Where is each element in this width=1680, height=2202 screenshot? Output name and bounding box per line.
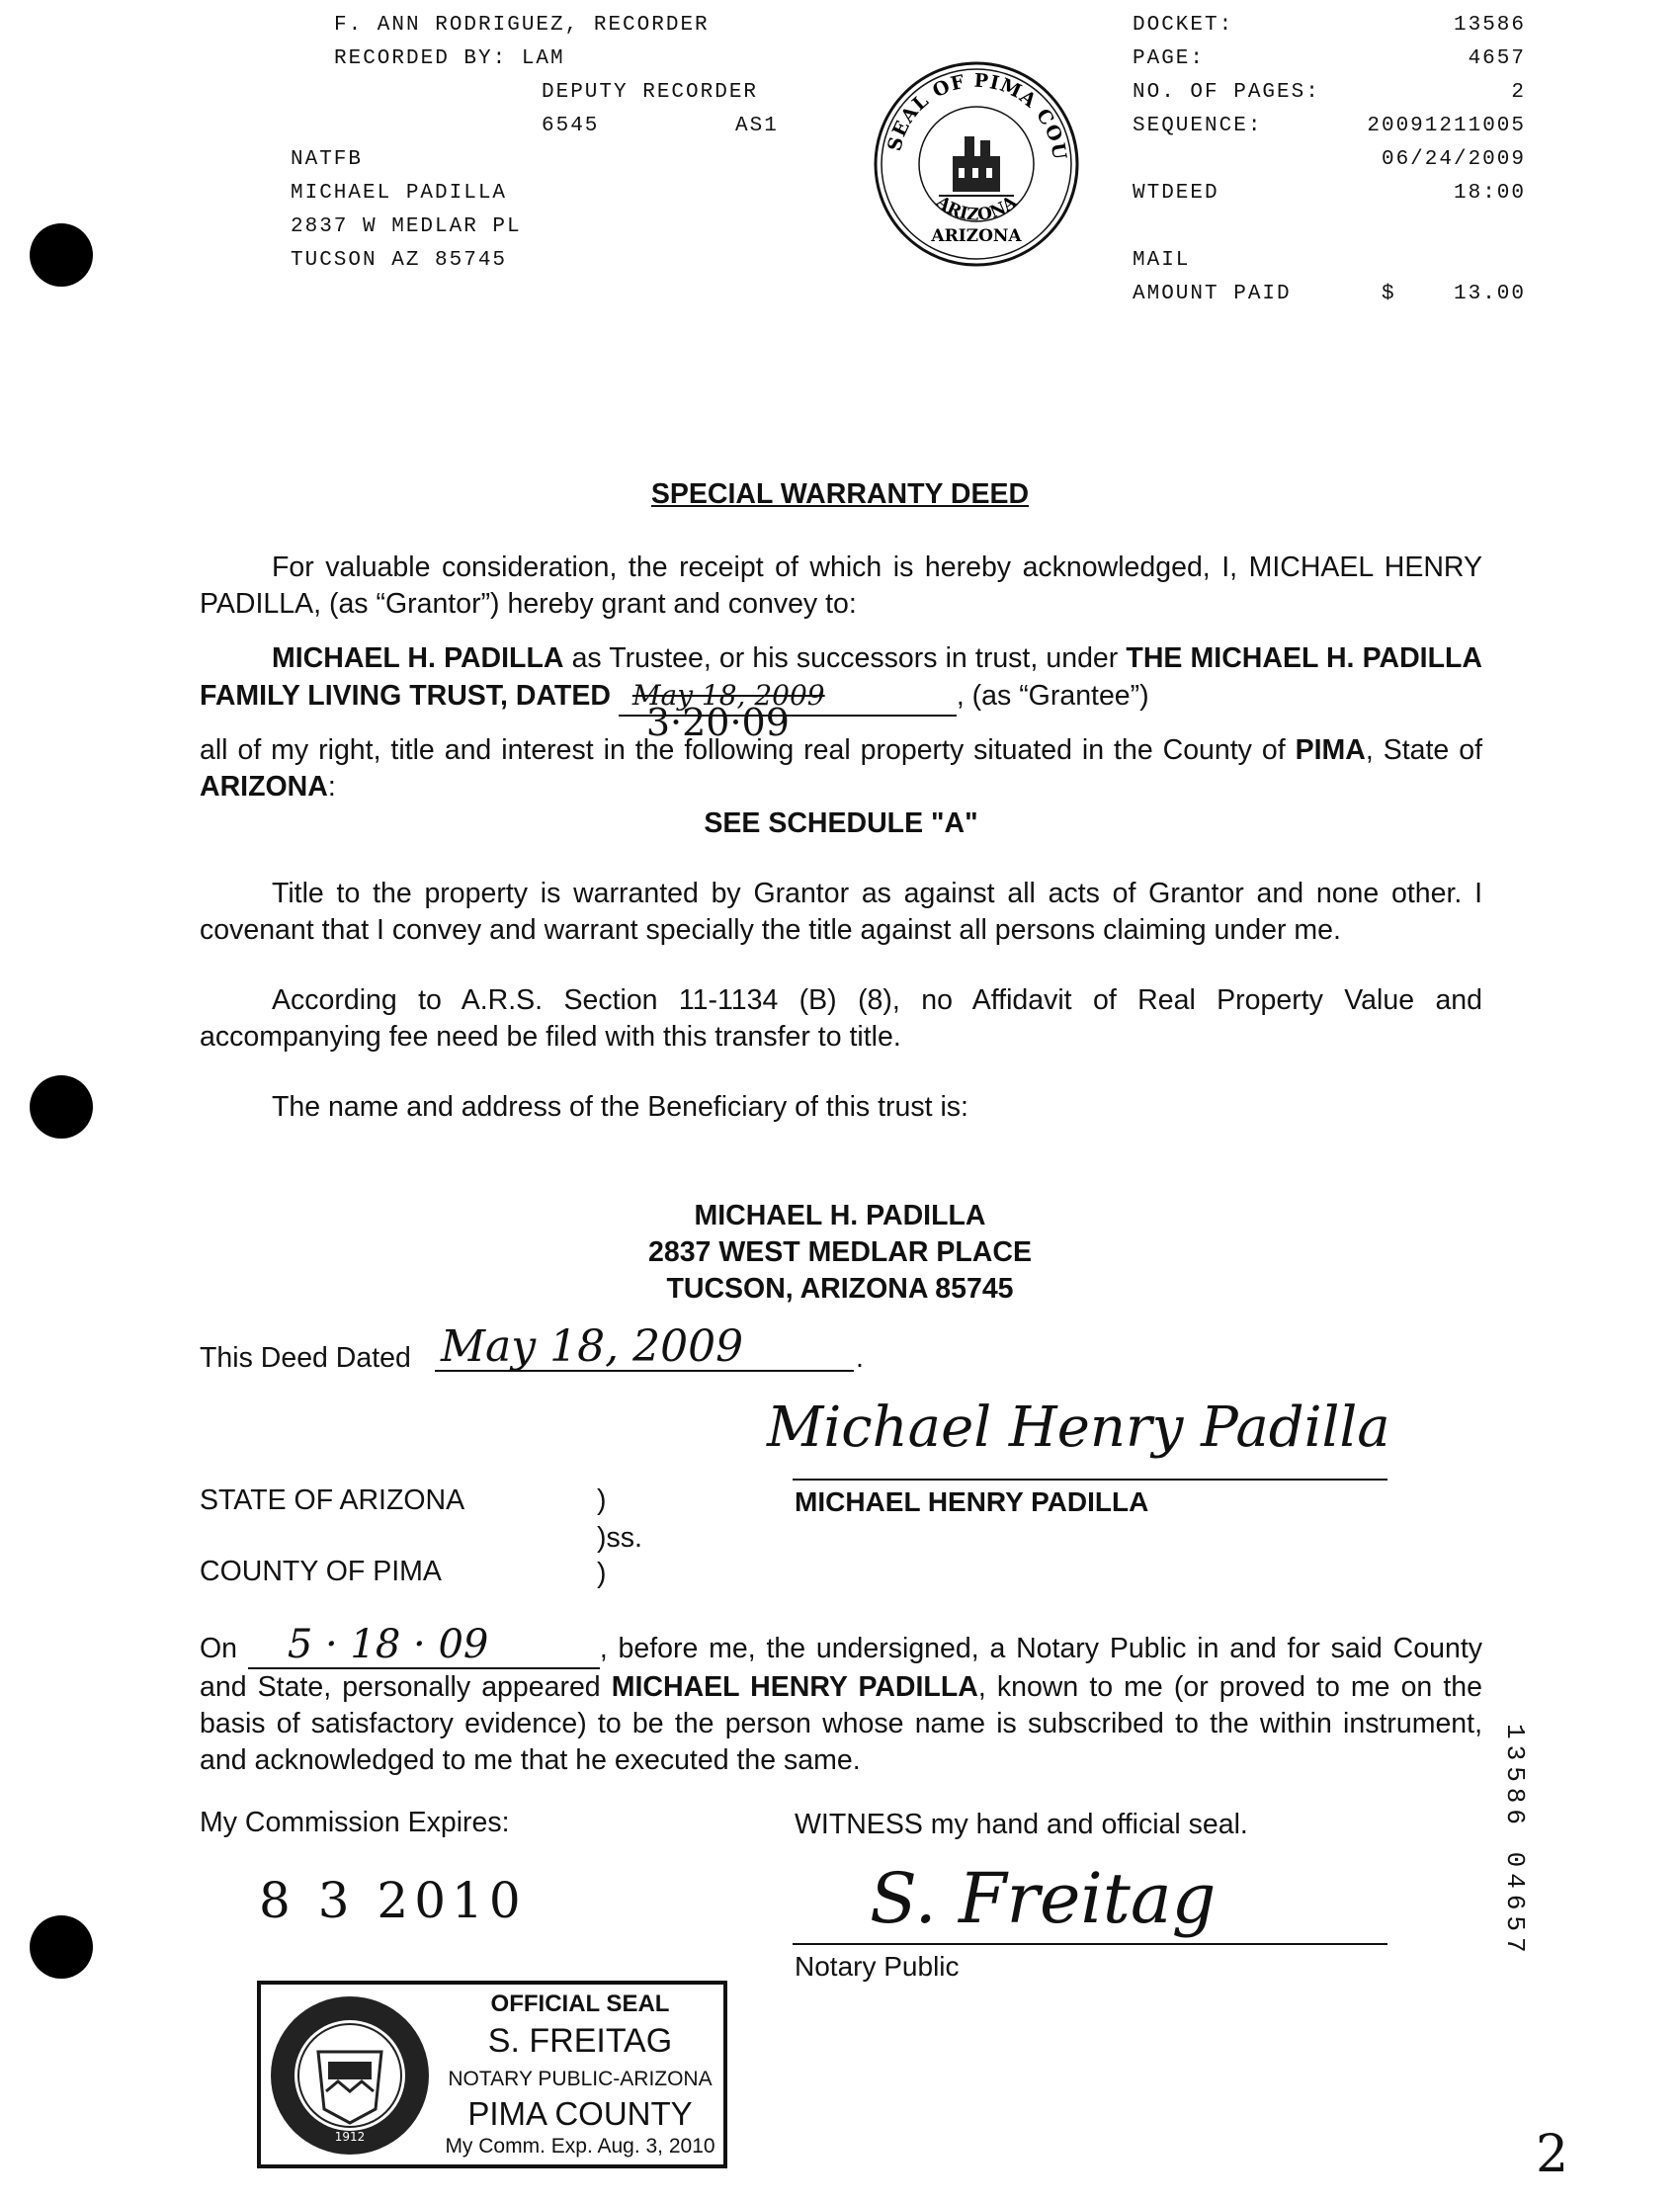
grantee-suffix: , (as “Grantee”) [956, 680, 1149, 712]
handwritten-commission-date: 8 3 2010 [259, 1872, 527, 1929]
margin-docket-stamp: 13586 04657 [1500, 1724, 1530, 1959]
grantee-name: MICHAEL H. PADILLA [272, 642, 564, 674]
ack-name: MICHAEL HENRY PADILLA [611, 1671, 978, 1703]
notary-public-label: Notary Public [795, 1951, 960, 1982]
witness-text: WITNESS my hand and official seal. [795, 1809, 1248, 1840]
deputy-recorder: DEPUTY RECORDER [542, 81, 759, 104]
property-text: all of my right, title and interest in the following real property situated in the County of [200, 734, 1296, 766]
deed-body [200, 550, 1482, 1126]
handwritten-trust-date: 3·20·09 [645, 701, 790, 744]
docket-label: DOCKET: [1133, 14, 1234, 37]
pages-label: NO. OF PAGES: [1133, 81, 1320, 104]
venue-state: STATE OF ARIZONA [200, 1484, 465, 1516]
state-seal-icon [267, 1992, 433, 2159]
venue-paren: ) [597, 1484, 607, 1516]
deputy-number: 6545 [542, 115, 600, 137]
handwritten-ack-date: 5 · 18 · 09 [287, 1622, 489, 1667]
stamp-heading: OFFICIAL SEAL [490, 1990, 670, 2017]
amount-currency: $ [1382, 283, 1396, 305]
notary-stamp [257, 1981, 727, 2168]
commission-label: My Commission Expires: [200, 1807, 510, 1838]
svg-text:ARIZONA: ARIZONA [932, 192, 1021, 225]
recorder-name: F. ANN RODRIGUEZ, RECORDER [334, 14, 710, 37]
doc-type-label: WTDEED [1133, 182, 1219, 205]
mail-label: MAIL [1133, 249, 1191, 272]
stamp-county: PIMA COUNTY [467, 2095, 693, 2132]
grant-paragraph: For valuable consideration, the receipt of which is hereby acknowledged, I, MICHAEL HENRY PADILLA, (as “Grantor”) hereby grant and convey to: [200, 551, 1482, 620]
warranty-paragraph: Title to the property is warranted by Grantor as against all acts of Grantor and none other. I covenant that I convey and warrant specially the title against all persons claiming under me. [200, 878, 1482, 946]
state-name: ARIZONA [200, 771, 328, 803]
svg-text:ARIZONA: ARIZONA [931, 226, 1022, 246]
ack-date-blank [248, 1622, 600, 1669]
recorded-by: RECORDED BY: LAM [334, 47, 565, 70]
county-seal [870, 57, 1083, 271]
deputy-code: AS1 [735, 115, 779, 137]
county-name: PIMA [1295, 734, 1366, 766]
property-text: , State of [1365, 734, 1482, 766]
grantee-text: as Trustee, or his successors in trust, under [563, 642, 1127, 674]
venue-county: COUNTY OF PIMA [200, 1556, 442, 1587]
sequence-label: SEQUENCE: [1133, 115, 1263, 137]
grantee-paragraph [200, 640, 1482, 744]
schedule-reference: SEE SCHEDULE "A" [704, 807, 978, 839]
grantor-signature: Michael Henry Padilla [767, 1396, 1390, 1460]
ack-text: , before me, the undersigned, a Notary Public in and for said County and State, personally appeared [200, 1633, 1482, 1703]
acknowledgment-paragraph [200, 1622, 1482, 1779]
pages-value: 2 [1511, 81, 1526, 104]
trust-date-blank [619, 677, 957, 744]
deed-date-period: . [856, 1342, 864, 1374]
beneficiary-city: TUCSON, ARIZONA 85745 [666, 1273, 1014, 1305]
trust-name: THE MICHAEL H. PADILLA FAMILY LIVING TRUST, DATED [200, 642, 1482, 712]
amount-paid-value: 13.00 [1453, 283, 1526, 305]
beneficiary-name: MICHAEL H. PADILLA [694, 1200, 986, 1231]
svg-text:THE SEAL OF PIMA COUNTY: SEAL OF PIMA COU [883, 69, 1071, 162]
notary-signature: S. Freitag [870, 1858, 1217, 1939]
struck-date: May 18, 2009 [631, 679, 825, 712]
stamp-notary-title: NOTARY PUBLIC-ARIZONA [448, 2068, 713, 2090]
punch-hole-middle [30, 1075, 93, 1139]
beneficiary-intro: The name and address of the Beneficiary of this trust is: [272, 1091, 968, 1123]
ack-on: On [200, 1633, 238, 1664]
deed-date-label: This Deed Dated [200, 1342, 411, 1374]
punch-hole-top [30, 223, 93, 287]
grantor-printed-name: MICHAEL HENRY PADILLA [795, 1486, 1149, 1517]
property-text: : [327, 771, 336, 803]
notary-signature-line [793, 1943, 1387, 1945]
beneficiary-address [0, 1198, 1680, 1308]
recorded-time: 18:00 [1453, 182, 1526, 205]
punch-hole-bottom [30, 1915, 93, 1979]
deed-date-blank [435, 1321, 854, 1372]
affidavit-paragraph: According to A.R.S. Section 11-1134 (B) (8), no Affidavit of Real Property Value and accompanying fee need be filed with this transfer to title. [200, 984, 1482, 1053]
grantor-signature-line [793, 1479, 1387, 1481]
page-label: PAGE: [1133, 47, 1206, 70]
recorded-date: 06/24/2009 [1381, 148, 1526, 171]
handwritten-deed-date: May 18, 2009 [441, 1321, 744, 1372]
return-to-line: TUCSON AZ 85745 [291, 249, 508, 272]
return-to-line: NATFB [291, 148, 364, 171]
return-to-line: 2837 W MEDLAR PL [291, 215, 522, 238]
property-paragraph [200, 732, 1482, 805]
venue-ss: )ss. [597, 1522, 642, 1554]
beneficiary-street: 2837 WEST MEDLAR PLACE [648, 1236, 1032, 1268]
stamp-expiration: My Comm. Exp. Aug. 3, 2010 [445, 2135, 715, 2158]
venue-paren: ) [597, 1558, 607, 1589]
page-value: 4657 [1468, 47, 1526, 70]
stamp-notary-name: S. FREITAG [487, 2022, 673, 2060]
document-title: SPECIAL WARRANTY DEED [650, 478, 1030, 510]
return-to-line: MICHAEL PADILLA [291, 182, 508, 205]
ack-text: , known to me (or proved to me on the basis of satisfactory evidence) to be the person whose name is subscribed to the within instrument, and acknowledged to me that he executed the same. [200, 1671, 1482, 1776]
docket-value: 13586 [1453, 14, 1526, 37]
amount-paid-label: AMOUNT PAID [1133, 283, 1292, 305]
sequence-value: 20091211005 [1367, 115, 1526, 137]
page-number: 2 [1536, 2125, 1569, 2184]
svg-text:1912: 1912 [334, 2130, 366, 2144]
